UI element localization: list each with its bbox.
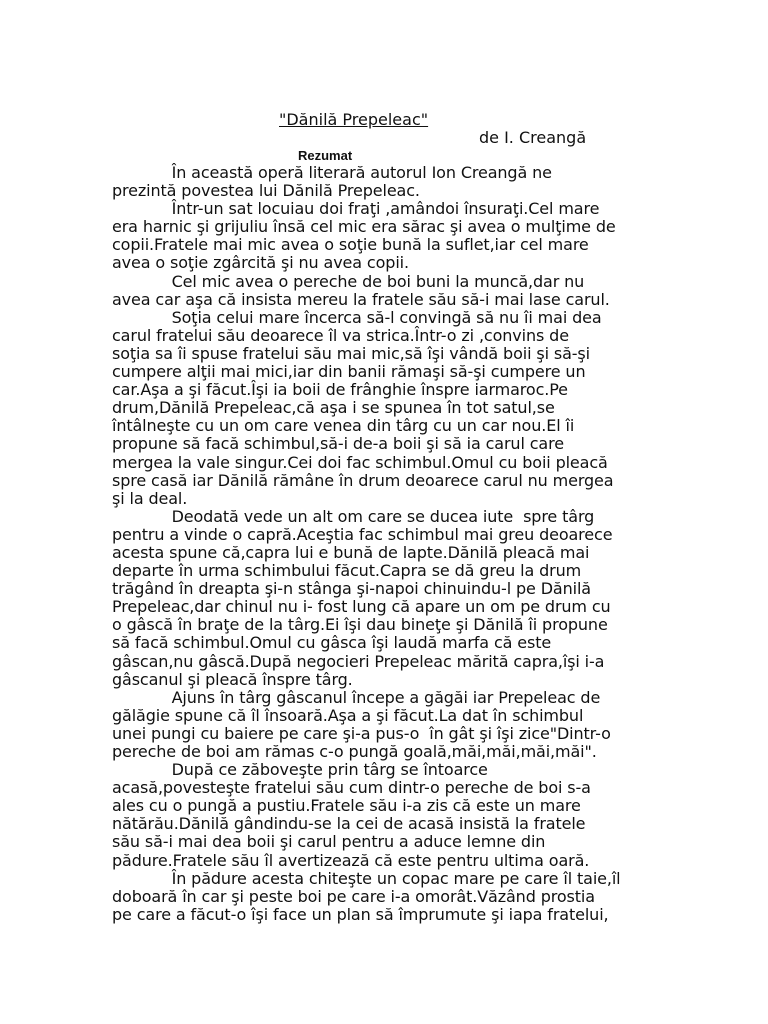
text-line: cumpere alţii mai mici,iar din banii rămaşi să-şi cumpere un (112, 362, 586, 382)
text-line: gâscanul şi pleacă înspre târg. (112, 669, 353, 689)
text-line: său să-i mai dea boii şi carul pentru a aduce lemne din (112, 832, 546, 852)
text-line: acesta spune că,capra lui e bună de lapte.Dănilă pleacă mai (112, 542, 590, 562)
document-author: de I. Creangă (479, 128, 587, 147)
text-line: gâscan,nu gâscă.După negocieri Prepeleac mărită capra,îşi i-a (112, 651, 605, 671)
text-line: soţia sa îi spuse fratelui său mai mic,să îşi vândă boii şi să-şi (112, 343, 590, 363)
text-line: copii.Fratele mai mic avea o soţie bună la suflet,iar cel mare (112, 235, 589, 255)
document-subtitle: Rezumat (298, 148, 353, 163)
text-line: gălăgie spune că îl însoară.Aşa a şi făcut.La dat în schimbul (112, 705, 584, 725)
text-line: pereche de boi am rămas c-o pungă goală,măi,măi,măi,măi". (112, 742, 597, 761)
text-line: Deodată vede un alt om care se ducea iute spre târg (112, 506, 595, 526)
text-line: În această operă literară autorul Ion Creangă ne (112, 163, 552, 182)
text-line: pădure.Fratele său îl avertizează că este pentru ultima oară. (112, 850, 590, 870)
text-line: unei pungi cu baiere pe care şi-a pus-o în gât şi îşi zice"Dintr-o (112, 723, 611, 743)
text-line: avea o soţie zgârcită şi nu avea copii. (112, 253, 409, 273)
text-line: Ajuns în târg gâscanul începe a găgăi iar Prepeleac de (112, 687, 601, 707)
text-line: spre casă iar Dănilă rămâne în drum deoarece carul nu mergea (112, 470, 614, 490)
text-line: o gâscă în braţe de la târg.Ei îşi dau bineţe şi Dănilă îi propune (112, 615, 608, 635)
text-line: prezintă povestea lui Dănilă Prepeleac. (112, 181, 420, 201)
text-line: car.Aşa a şi făcut.Îşi ia boii de frânghie înspre iarmaroc.Pe (112, 380, 568, 400)
text-line: drum,Dănilă Prepeleac,că aşa i se spunea în tot satul,se (112, 398, 555, 418)
text-line: nătărău.Dănilă gândindu-se la cei de acasă insistă la fratele (112, 814, 586, 834)
text-line: După ce zăboveşte prin târg se întoarce (112, 760, 488, 780)
text-line: propune să facă schimbul,să-i de-a boii şi să ia carul care (112, 434, 564, 454)
text-line: să facă schimbul.Omul cu gâsca îşi laudă marfa că este (112, 633, 552, 653)
text-line: Prepeleac,dar chinul nu i- fost lung că apare un om pe drum cu (112, 597, 611, 617)
text-line: carul fratelui său deoarece îl va strica.Într-o zi ,convins de (112, 325, 569, 345)
text-line: ales cu o pungă a pustiu.Fratele său i-a zis că este un mare (112, 796, 581, 816)
text-line: departe în urma schimbului făcut.Capra se dă greu la drum (112, 561, 582, 581)
text-line: Cel mic avea o pereche de boi buni la muncă,dar nu (112, 271, 585, 291)
text-line: În pădure acesta chiteşte un copac mare pe care îl taie,îl (112, 868, 621, 888)
text-line: pe care a făcut-o îşi face un plan să împrumute şi iapa fratelui, (112, 904, 609, 924)
text-line: doboară în car şi peste boi pe care i-a omorât.Văzând prostia (112, 886, 595, 906)
document-title: "Dănilă Prepeleac" (279, 110, 429, 129)
body-text (112, 164, 660, 924)
text-line: trăgând în dreapta şi-n stânga şi-napoi chinuindu-l pe Dănilă (112, 579, 591, 599)
text-line: Într-un sat locuiau doi fraţi ,amândoi însuraţi.Cel mare (112, 199, 600, 219)
text-line: pentru a vinde o capră.Aceştia fac schimbul mai greu deoarece (112, 524, 613, 544)
text-line: şi la deal. (112, 488, 188, 508)
text-line: mergea la vale singur.Cei doi fac schimbul.Omul cu boii pleacă (112, 452, 608, 472)
text-line: Soţia celui mare încerca să-l convingă să nu îi mai dea (112, 307, 602, 327)
text-line: era harnic şi grijuliu însă cel mic era sărac şi avea o mulţime de (112, 217, 616, 237)
text-line: avea car aşa că insista mereu la fratele său să-i mai lase carul. (112, 289, 610, 309)
text-line: acasă,povesteşte fratelui său cum dintr-o pereche de boi s-a (112, 778, 591, 798)
text-line: întâlneşte cu un om care venea din târg cu un car nou.El îi (112, 416, 575, 436)
